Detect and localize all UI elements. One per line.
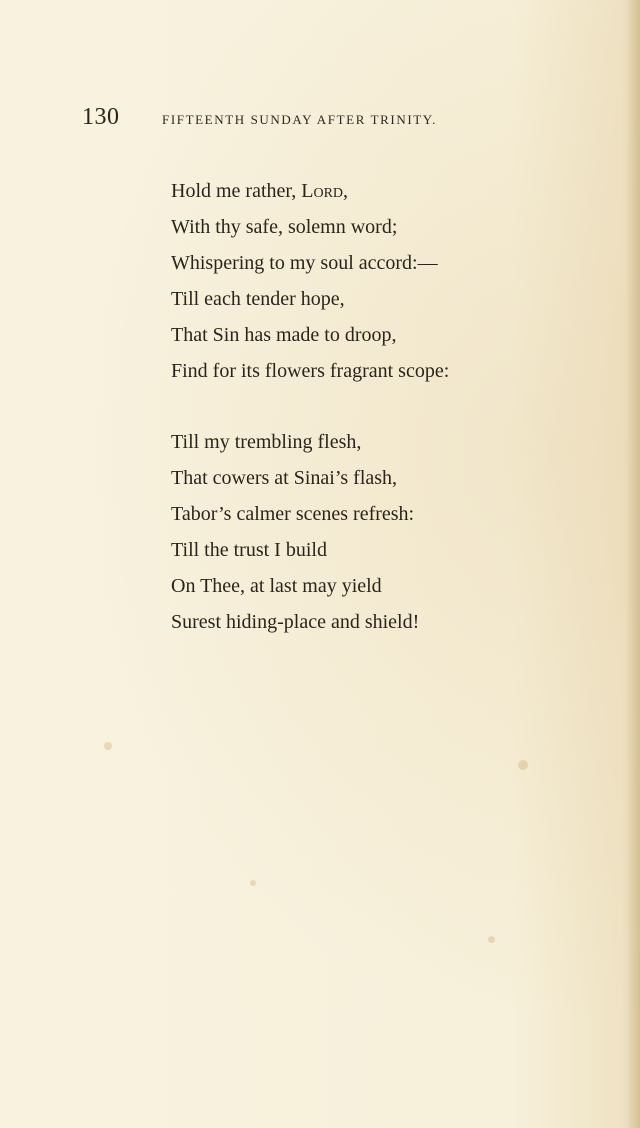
poem-line-3: Whispering to my soul accord:— — [171, 252, 438, 274]
poem-line-punctuation: , — [343, 180, 349, 202]
poem-line-7: Till my trembling flesh, — [171, 431, 362, 453]
running-head: FIFTEENTH SUNDAY AFTER TRINITY. — [162, 112, 437, 127]
poem-line-1 — [171, 177, 449, 213]
poem-line-2: With thy safe, solemn word; — [171, 216, 398, 238]
divine-name-smallcaps: Lord — [301, 180, 344, 202]
poem-line-9: Tabor’s calmer scenes refresh: — [171, 503, 415, 525]
page-edge-shadow — [626, 0, 640, 1128]
poem-line-8: That cowers at Sinai’s flash, — [171, 467, 398, 489]
paper-speck — [104, 742, 112, 750]
poem-line-6: Find for its flowers fragrant scope: — [171, 360, 450, 382]
paper-speck — [488, 936, 495, 943]
paper-speck — [518, 760, 528, 770]
page-number: 130 — [82, 104, 120, 130]
poem-line-5: That Sin has made to droop, — [171, 324, 397, 346]
poem-line-10: Till the trust I build — [171, 539, 327, 561]
poem-stanza-2 — [171, 428, 419, 644]
poem-line-4: Till each tender hope, — [171, 288, 345, 310]
poem-line-text: Hold me rather, — [171, 180, 302, 202]
paper-speck — [250, 880, 256, 886]
poem-line-11: On Thee, at last may yield — [171, 575, 382, 597]
poem-line-12: Surest hiding-place and shield! — [171, 611, 420, 633]
poem-stanza-1 — [171, 177, 449, 393]
